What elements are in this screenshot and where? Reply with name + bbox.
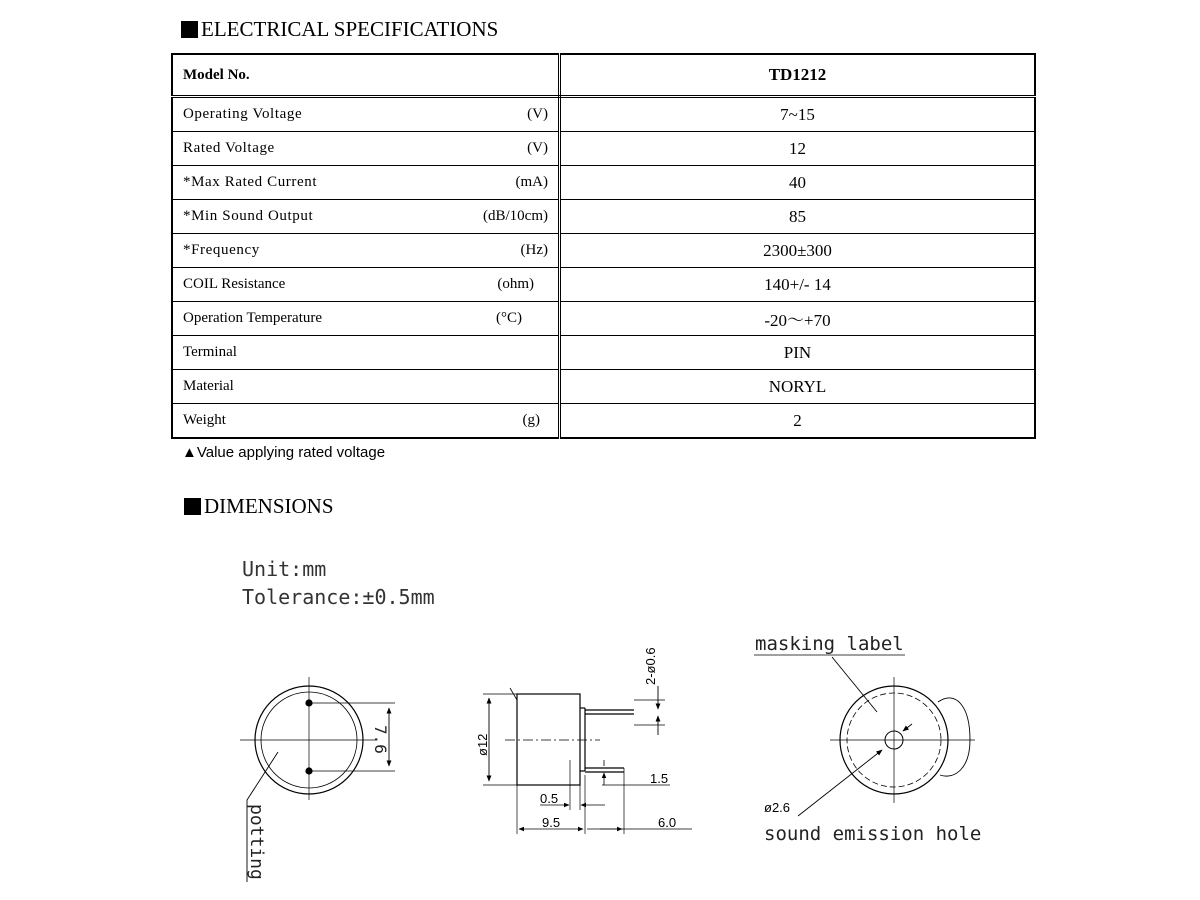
- hole-diameter: ø2.6: [764, 800, 791, 815]
- param-unit: (V): [527, 106, 548, 122]
- param-value: 7~15: [560, 97, 1036, 132]
- param-unit: (ohm): [497, 276, 534, 292]
- param-name: Operating Voltage: [183, 106, 303, 122]
- param-name: Weight: [183, 412, 226, 428]
- unit-note: Unit:mm: [242, 557, 327, 581]
- param-value: 2300±300: [560, 234, 1036, 268]
- param-name: *Max Rated Current: [183, 174, 318, 190]
- model-value: TD1212: [560, 54, 1036, 97]
- param-name: Material: [183, 378, 234, 394]
- dim-6-0: 6.0: [658, 815, 677, 830]
- dim-0-5: 0.5: [540, 791, 559, 806]
- param-value: 12: [560, 132, 1036, 166]
- param-unit: (°C): [496, 310, 522, 326]
- param-name: Operation Temperature: [183, 310, 323, 326]
- param-name: COIL Resistance: [183, 276, 286, 292]
- param-unit: (g): [522, 412, 540, 428]
- heading-text: ELECTRICAL SPECIFICATIONS: [201, 17, 499, 41]
- param-name: *Frequency: [183, 242, 260, 258]
- body-outline: [517, 694, 580, 785]
- tolerance-note: Tolerance:±0.5mm: [242, 585, 435, 609]
- param-value: 85: [560, 200, 1036, 234]
- param-value: 40: [560, 166, 1036, 200]
- sound-hole-label: sound emission hole: [764, 823, 982, 845]
- dim-12: ø12: [475, 733, 490, 756]
- param-value: -20～+70: [560, 302, 1036, 336]
- potting-label: potting: [246, 804, 267, 880]
- param-name: Rated Voltage: [183, 140, 275, 156]
- dim-pin: 2-ø0.6: [643, 647, 658, 685]
- heading-text: DIMENSIONS: [204, 494, 334, 518]
- param-value: PIN: [560, 336, 1036, 370]
- dim-9-5: 9.5: [542, 815, 561, 830]
- param-name: Terminal: [183, 344, 237, 360]
- param-value: 2: [560, 404, 1036, 439]
- hole-leader: [798, 750, 882, 816]
- masking-label: masking label: [755, 633, 904, 655]
- param-unit: (Hz): [520, 242, 548, 258]
- param-value: NORYL: [560, 370, 1036, 404]
- param-unit: (dB/10cm): [483, 208, 548, 224]
- param-unit: (V): [527, 140, 548, 156]
- dim-7-6: 7.6: [371, 725, 390, 754]
- hole-arrow: [903, 724, 912, 731]
- dim-1-5: 1.5: [650, 771, 669, 786]
- table-note: ▲Value applying rated voltage: [182, 444, 386, 461]
- param-unit: (mA): [515, 174, 548, 190]
- model-label: Model No.: [183, 66, 250, 83]
- param-value: 140+/- 14: [560, 268, 1036, 302]
- side-view: [483, 686, 692, 834]
- top-view: [754, 655, 975, 816]
- param-name: *Min Sound Output: [183, 208, 314, 224]
